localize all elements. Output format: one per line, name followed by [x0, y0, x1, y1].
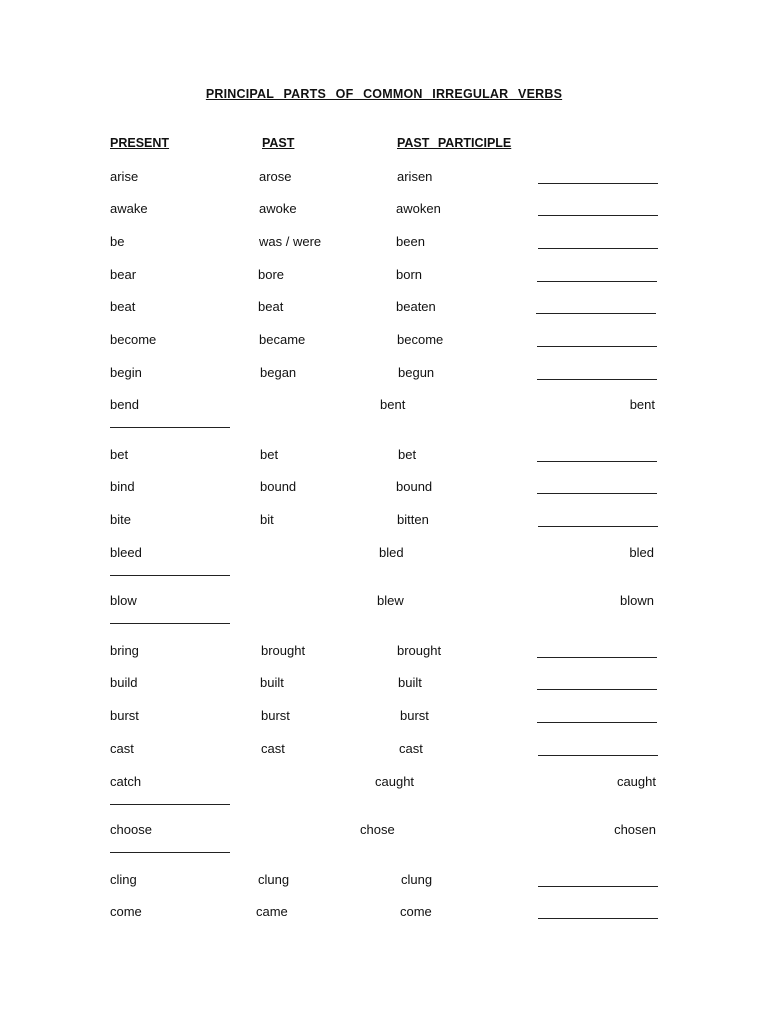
past-participle-form: chosen [614, 822, 656, 837]
past-form: bound [260, 479, 297, 494]
past-form: bet [260, 447, 279, 462]
present-form: burst [110, 708, 139, 723]
verb-row [0, 299, 768, 319]
past-participle-form: built [398, 675, 422, 690]
verb-row [0, 593, 768, 613]
verb-row [0, 267, 768, 287]
past-participle-form: bet [398, 447, 417, 462]
past-participle-form: been [396, 234, 425, 249]
present-form: beat [110, 299, 136, 314]
past-form: bore [258, 267, 285, 282]
verb-row [0, 479, 768, 499]
verb-row [0, 545, 768, 565]
answer-blank-line [538, 886, 658, 887]
past-form: caught [375, 774, 415, 789]
verb-row [0, 397, 768, 417]
header-past-participle: PAST PARTICIPLE [397, 136, 512, 150]
past-form: blew [377, 593, 404, 608]
answer-blank-line [538, 215, 658, 216]
past-participle-form: brought [397, 643, 442, 658]
verb-row [0, 169, 768, 189]
verb-row [0, 643, 768, 663]
answer-blank-line [537, 346, 657, 347]
present-form: begin [110, 365, 142, 380]
present-form: cast [110, 741, 134, 756]
past-form: chose [360, 822, 395, 837]
header-past: PAST [262, 136, 295, 150]
present-form: build [110, 675, 138, 690]
answer-blank-line [537, 379, 657, 380]
answer-blank-line [537, 722, 657, 723]
past-form: was / were [259, 234, 322, 249]
page-title: PRINCIPAL PARTS OF COMMON IRREGULAR VERBS [205, 87, 563, 101]
answer-blank-line [536, 313, 656, 314]
past-form: burst [261, 708, 290, 723]
present-form: awake [110, 201, 148, 216]
present-form: catch [110, 774, 142, 789]
past-form: arose [259, 169, 292, 184]
verb-row [0, 365, 768, 385]
present-form: come [110, 904, 142, 919]
past-participle-form: bitten [397, 512, 429, 527]
past-form: brought [261, 643, 306, 658]
verb-row [0, 822, 768, 842]
past-participle-form: blown [620, 593, 654, 608]
answer-blank-line [110, 852, 230, 853]
past-participle-form: clung [401, 872, 433, 887]
answer-blank-line [537, 461, 657, 462]
past-participle-form: arisen [397, 169, 433, 184]
answer-blank-line [538, 183, 658, 184]
answer-blank-line [110, 427, 230, 428]
past-participle-form: awoken [396, 201, 441, 216]
past-participle-form: born [396, 267, 423, 282]
present-form: bind [110, 479, 135, 494]
answer-blank-line [538, 248, 658, 249]
past-form: bit [260, 512, 274, 527]
past-form: began [260, 365, 297, 380]
present-form: bring [110, 643, 139, 658]
past-participle-form: beaten [396, 299, 436, 314]
answer-blank-line [538, 526, 658, 527]
present-form: cling [110, 872, 137, 887]
verb-row [0, 904, 768, 924]
present-form: choose [110, 822, 152, 837]
answer-blank-line [537, 657, 657, 658]
past-form: beat [258, 299, 284, 314]
present-form: bleed [110, 545, 142, 560]
answer-blank-line [537, 689, 657, 690]
past-participle-form: bound [396, 479, 433, 494]
past-form: bled [379, 545, 404, 560]
past-participle-form: become [397, 332, 444, 347]
past-form: cast [261, 741, 285, 756]
verb-row [0, 774, 768, 794]
present-form: arise [110, 169, 139, 184]
present-form: be [110, 234, 125, 249]
answer-blank-line [537, 281, 657, 282]
past-form: became [259, 332, 306, 347]
past-form: awoke [259, 201, 297, 216]
past-form: built [260, 675, 284, 690]
answer-blank-line [110, 623, 230, 624]
past-form: bent [380, 397, 406, 412]
verb-row [0, 201, 768, 221]
past-participle-form: caught [616, 774, 656, 789]
verb-row [0, 512, 768, 532]
verb-row [0, 675, 768, 695]
past-form: came [256, 904, 288, 919]
past-participle-form: burst [400, 708, 429, 723]
past-participle-form: cast [399, 741, 423, 756]
verb-row [0, 234, 768, 254]
answer-blank-line [538, 918, 658, 919]
past-participle-form: bent [629, 397, 655, 412]
answer-blank-line [537, 493, 657, 494]
answer-blank-line [110, 804, 230, 805]
past-participle-form: begun [398, 365, 435, 380]
present-form: bend [110, 397, 139, 412]
present-form: blow [110, 593, 137, 608]
present-form: bet [110, 447, 129, 462]
present-form: bear [110, 267, 137, 282]
verb-row [0, 332, 768, 352]
verb-row [0, 741, 768, 761]
verb-row [0, 708, 768, 728]
answer-blank-line [538, 755, 658, 756]
past-form: clung [258, 872, 290, 887]
answer-blank-line [110, 575, 230, 576]
header-present: PRESENT [110, 136, 170, 150]
present-form: bite [110, 512, 131, 527]
verb-row [0, 447, 768, 467]
present-form: become [110, 332, 157, 347]
verb-row [0, 872, 768, 892]
past-participle-form: bled [629, 545, 654, 560]
past-participle-form: come [400, 904, 432, 919]
